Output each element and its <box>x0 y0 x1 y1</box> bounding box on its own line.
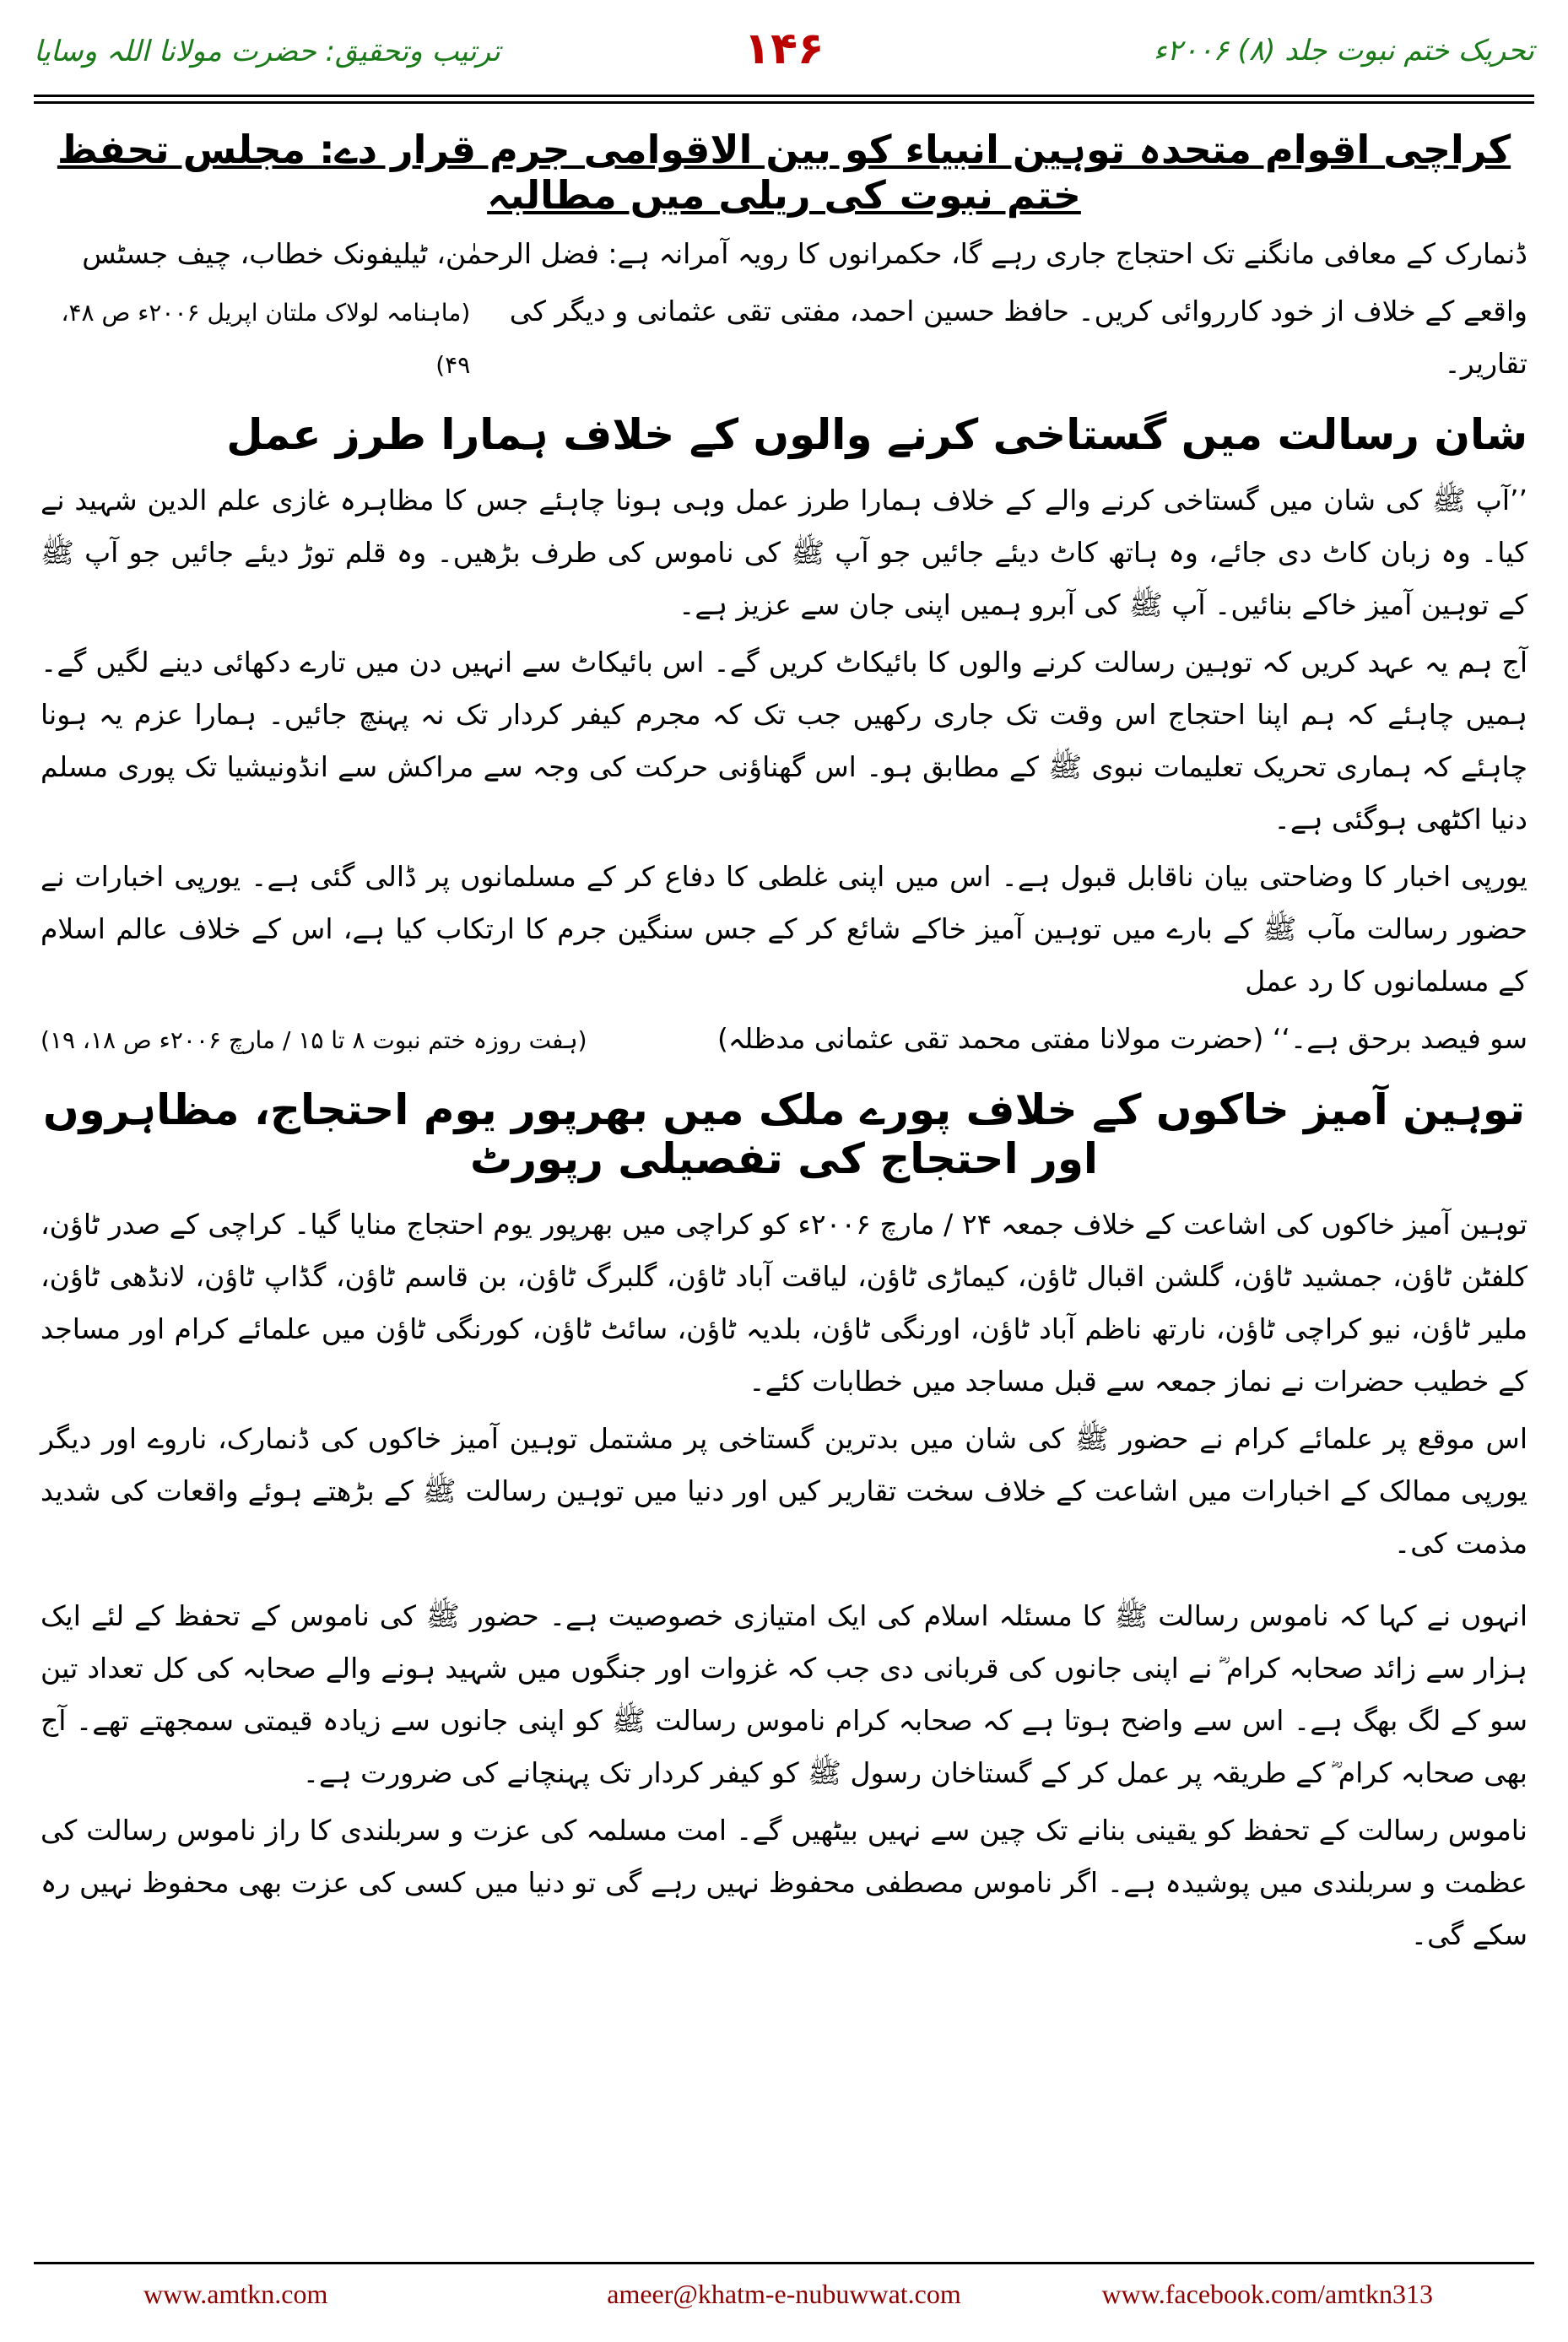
page-footer <box>34 2279 1534 2321</box>
intro-line-1: ڈنمارک کے معافی مانگنے تک احتجاج جاری رہے گا، حکمرانوں کا رویہ آمرانہ ہے: فضل الرحمٰن، ٹیلیفونک خطاب، چیف جسٹس <box>82 237 1527 270</box>
section2-paragraph-4: ناموس رسالت کے تحفظ کو یقینی بنانے تک چین سے نہیں بیٹھیں گے۔ امت مسلمہ کی عزت و سربلندی کا راز ناموس رسالت کی عظمت و سربلندی میں پوشیدہ ہے۔ اگر ناموس مصطفی محفوظ نہیں رہے گی تو دنیا میں کسی کی عزت بھی محفوظ نہیں رہ سکے گی۔ <box>41 1814 1527 1951</box>
intro-source-row <box>41 285 1527 392</box>
section1-paragraph-3-end: سو فیصد برحق ہے۔‘‘ (حضرت مولانا مفتی محمد تقی عثمانی مدظلہ) <box>717 1022 1527 1055</box>
section1-paragraph-3: یورپی اخبار کا وضاحتی بیان ناقابل قبول ہے۔ اس میں اپنی غلطی کا دفاع کر کے مسلمانوں پر ڈالی گئی ہے۔ یورپی اخبارات نے حضور رسالت مآب ﷺ کے بارے میں توہین آمیز خاکے شائع کر کے جس سنگین جرم کا ارتکاب کیا ہے، اس کے خلاف عالم اسلام کے مسلمانوں کا رد عمل <box>41 860 1527 998</box>
header-divider-top <box>34 95 1534 97</box>
website-link[interactable]: www.amtkn.com <box>143 2279 328 2309</box>
intro-citation: (ماہنامہ لولاک ملتان اپریل ۲۰۰۶ء ص ۴۸، ۴۹) <box>61 299 471 379</box>
page-number: ۱۴۶ <box>743 24 825 74</box>
section1-heading: شان رسالت میں گستاخی کرنے والوں کے خلاف ہمارا طرز عمل <box>226 410 1527 459</box>
section1-citation: (ہفت روزہ ختم نبوت ۸ تا ۱۵ / مارچ ۲۰۰۶ء ص ۱۸، ۱۹) <box>41 1026 587 1054</box>
book-title: تحریک ختم نبوت جلد (۸) ۲۰۰۶ء <box>1153 34 1534 68</box>
facebook-link[interactable]: www.facebook.com/amtkn313 <box>1101 2279 1433 2309</box>
page-header <box>34 24 1534 74</box>
section2-paragraph-2: اس موقع پر علمائے کرام نے حضور ﷺ کی شان میں بدترین گستاخی پر مشتمل توہین آمیز خاکوں کی ڈنمارک، ناروے اور دیگر یورپی ممالک کے اخبارات میں اشاعت کے خلاف سخت تقاریر کیں اور دنیا میں توہین رسالت ﷺ کے بڑھتے ہوئے واقعات کی شدید مذمت کی۔ <box>41 1422 1527 1560</box>
section2-paragraph-3: انہوں نے کہا کہ ناموس رسالت ﷺ کا مسئلہ اسلام کی ایک امتیازی خصوصیت ہے۔ حضور ﷺ کی ناموس کے تحفظ کے لئے ایک ہزار سے زائد صحابہ کرام ؓ نے اپنی جانوں کی قربانی دی جب کہ غزوات اور جنگوں میں شہید ہونے والے صحابہ کی کل تعداد تین سو کے لگ بھگ ہے۔ اس سے واضح ہوتا ہے کہ صحابہ کرام ناموس رسالت ﷺ کو اپنی جانوں سے زیادہ قیمتی سمجھتے تھے۔ آج بھی صحابہ کرام ؓ کے طریقہ پر عمل کر کے گستاخان رسول ﷺ کو کیفر کردار تک پہنچانے کی ضرورت ہے۔ <box>41 1599 1527 1789</box>
page-body <box>41 127 1527 1966</box>
header-divider-bottom <box>34 101 1534 104</box>
section1-paragraph-2: آج ہم یہ عہد کریں کہ توہین رسالت کرنے والوں کا بائیکاٹ کریں گے۔ اس بائیکاٹ سے انہیں دن میں تارے دکھائی دینے لگیں گے۔ ہمیں چاہئے کہ ہم اپنا احتجاج اس وقت تک جاری رکھیں جب تک کہ مجرم کیفر کردار تک نہ پہنچ جائیں۔ ہمارا عزم یہ ہونا چاہئے کہ ہماری تحریک تعلیمات نبوی ﷺ کے مطابق ہو۔ اس گھناؤنی حرکت کی وجہ سے مراکش سے انڈونیشیا تک پوری مسلم دنیا اکٹھی ہوگئی ہے۔ <box>41 646 1527 836</box>
section2-heading: توہین آمیز خاکوں کے خلاف پورے ملک میں بھرپور یوم احتجاج، مظاہروں اور احتجاج کی تفصیلی رپورٹ <box>43 1085 1525 1183</box>
section2-paragraph-1: توہین آمیز خاکوں کی اشاعت کے خلاف جمعہ ۲۴ / مارچ ۲۰۰۶ء کو کراچی میں بھرپور یوم احتجاج منایا گیا۔ کراچی کے صدر ٹاؤن، کلفٹن ٹاؤن، جمشید ٹاؤن، گلشن اقبال ٹاؤن، کیماڑی ٹاؤن، لیاقت آباد ٹاؤن، گلبرگ ٹاؤن، بن قاسم ٹاؤن، گڈاپ ٹاؤن، لانڈھی ٹاؤن، ملیر ٹاؤن، نیو کراچی ٹاؤن، نارتھ ناظم آباد ٹاؤن، اورنگی ٹاؤن، بلدیہ ٹاؤن، سائٹ ٹاؤن، کورنگی ٹاؤن میں علمائے کرام اور مساجد کے خطیب حضرات نے نماز جمعہ سے قبل مساجد میں خطابات کئے۔ <box>41 1208 1527 1398</box>
compiler-credit: ترتیب وتحقیق: حضرت مولانا اللہ وسایا <box>34 35 500 68</box>
section1-paragraph-1: ’’آپ ﷺ کی شان میں گستاخی کرنے والے کے خلاف ہمارا طرز عمل وہی ہونا چاہئے جس کا مظاہرہ غازی علم الدین شہید نے کیا۔ وہ زبان کاٹ دی جائے، وہ ہاتھ کاٹ دیئے جائیں جو آپ ﷺ کی ناموس کی طرف بڑھیں۔ وہ قلم توڑ دیئے جائیں جو آپ ﷺ کے توہین آمیز خاکے بنائیں۔ آپ ﷺ کی آبرو ہمیں اپنی جان سے عزیز ہے۔ <box>41 484 1527 621</box>
main-heading: کراچی اقوام متحدہ توہین انبیاء کو بین الاقوامی جرم قرار دے: مجلس تحفظ ختم نبوت کی ریلی میں مطالبہ <box>57 127 1511 218</box>
intro-line-2: واقعے کے خلاف از خود کارروائی کریں۔ حافظ حسین احمد، مفتی تقی عثمانی و دیگر کی تقاریر۔ <box>509 295 1527 380</box>
footer-divider <box>34 2262 1534 2264</box>
section1-source-row <box>41 1013 1527 1067</box>
email-link[interactable]: ameer@khatm-e-nubuwwat.com <box>607 2279 961 2309</box>
